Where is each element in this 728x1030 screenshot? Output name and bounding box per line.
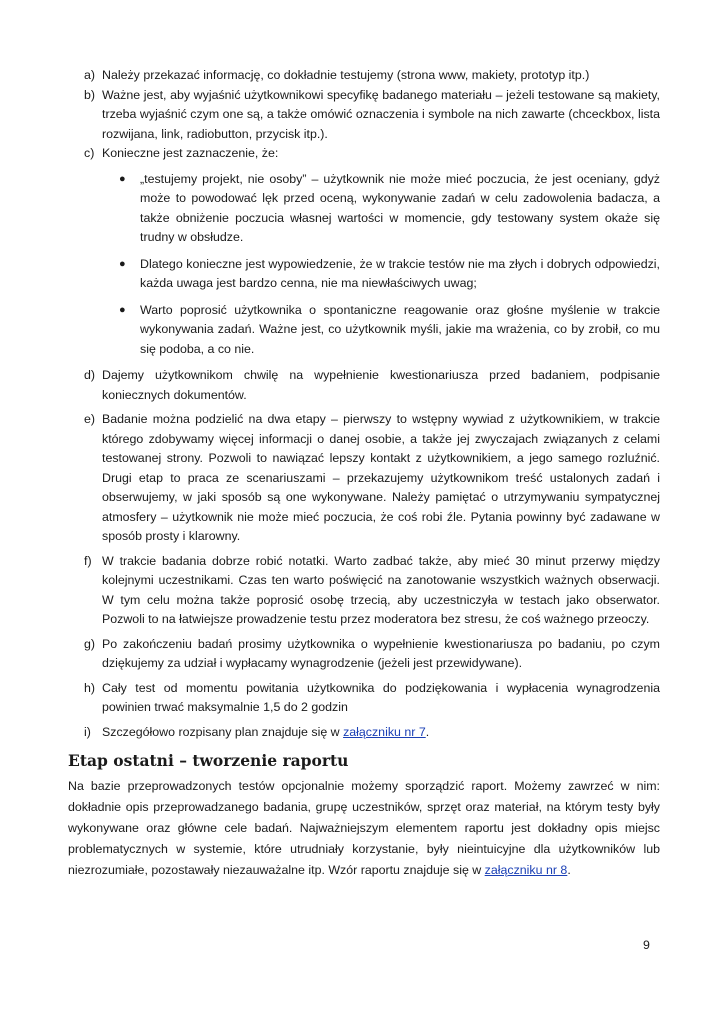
list-item-text: Konieczne jest zaznaczenie, że:	[102, 146, 279, 160]
procedure-list	[68, 66, 660, 742]
list-item	[68, 410, 660, 547]
list-item-text: Szczegółowo rozpisany plan znajduje się w	[102, 724, 344, 739]
list-item-text: Ważne jest, aby wyjaśnić użytkownikowi specyfikę badanego materiału – jeżeli testowane są makiety, trzeba wyjaśnić czym one są, a także omówić oznaczenia i symbole na nich zawarte (chceckbox, lista rozwijana, link, radiobutton, przycisk itp.).	[102, 87, 660, 141]
bullet-item	[102, 170, 660, 248]
list-item	[68, 635, 660, 674]
paragraph-text: Na bazie przeprowadzonych testów opcjonalnie możemy sporządzić raport. Możemy zawrzeć w nim: dokładnie opis przeprowadzanego badania, grupę uczestników, sprzęt oraz materiał, na którym testy były wykonywane oraz główne cele badań. Najważniejszym elementem raportu jest dokładny opis miejsc problematycznych w systemie, które utrudniały korzystanie, były nieintuicyjne dla użytkowników lub niezrozumiałe, pozostawały niezauważalne itp. Wzór raportu znajduje się w	[68, 779, 660, 877]
section-heading: Etap ostatni – tworzenie raportu	[68, 751, 349, 770]
list-item	[68, 66, 660, 86]
list-item-text: Należy przekazać informację, co dokładnie testujemy (strona www, makiety, prototyp itp.)	[102, 68, 590, 82]
list-item-text: Dajemy użytkownikom chwilę na wypełnienie kwestionariusza przed badaniem, podpisanie koniecznych dokumentów.	[102, 368, 660, 402]
list-item-text: Cały test od momentu powitania użytkownika do podziękowania i wypłacenia wynagrodzenia powinien trwać maksymalnie 1,5 do 2 godzin	[102, 680, 660, 714]
bullet-icon: ●	[119, 257, 126, 270]
list-marker: a)	[84, 68, 96, 82]
list-marker: h)	[84, 680, 96, 695]
bullet-text: „testujemy projekt, nie osoby” – użytkownik nie może mieć poczucia, że jest oceniany, gdyż może to powodować lęk przed oceną, wykonywanie zadań w celu zadowolenia badacza, a także obniżenie poczucia własnej wartości w momencie, gdy testowany system okaże się trudny w obsłudze.	[140, 171, 660, 244]
list-marker: d)	[84, 368, 96, 382]
list-marker: e)	[84, 412, 96, 426]
list-item	[68, 723, 660, 743]
list-item-text: W trakcie badania dobrze robić notatki. Warto zadbać także, aby mieć 30 minut przerwy między kolejnymi uczestnikami. Czas ten warto poświęcić na zanotowanie wszystkich ważnych obserwacji. W tym celu można także poprosić osobę trzecią, aby uczestniczyła w testach jako obserwator. Pozwoli to na łatwiejsze prowadzenie testu przez moderatora bez stresu, że coś ważnego przeoczy.	[102, 553, 660, 626]
list-item	[68, 86, 660, 145]
bullet-icon: ●	[119, 172, 126, 185]
attachment-8-link[interactable]: załączniku nr 8	[484, 863, 568, 877]
list-marker: c)	[84, 146, 95, 160]
list-item	[68, 552, 660, 630]
bullet-item	[102, 301, 660, 360]
list-marker: b)	[84, 87, 96, 102]
bullet-icon: ●	[119, 303, 126, 316]
list-marker: i)	[84, 724, 91, 739]
list-item-text: Badanie można podzielić na dwa etapy – pierwszy to wstępny wywiad z użytkownikiem, w trakcie którego zdobywamy więcej informacji o danej osobie, a także jej zwyczajach związanych z celami testowanej strony. Pozwoli to nawiązać lepszy kontakt z użytkownikiem, a jego samego rozluźnić. Drugi etap to praca ze scenariuszami – przekazujemy użytkownikom treść ustalonych zadań i obserwujemy, w jaki sposób są one wykonywane. Należy pamiętać o utrzymywaniu sympatycznej atmosfery – użytkownik nie może mieć poczucia, że coś robi źle. Pytania powinny być zadawane w sposób prosty i klarowny.	[102, 412, 660, 543]
paragraph-text-end: .	[567, 863, 571, 877]
list-item-text-end: .	[425, 724, 430, 739]
attachment-7-link[interactable]: załączniku nr 7	[343, 724, 426, 739]
list-item	[68, 366, 660, 405]
bullet-text: Dlatego konieczne jest wypowiedzenie, że w trakcie testów nie ma złych i dobrych odpowiedzi, każda uwaga jest bardzo cenna, nie ma niewłaściwych uwag;	[140, 256, 660, 290]
list-marker: g)	[84, 636, 96, 651]
section-paragraph	[68, 776, 660, 881]
bullet-list	[102, 170, 660, 360]
list-marker: f)	[84, 553, 92, 568]
list-item-text: Po zakończeniu badań prosimy użytkownika o wypełnienie kwestionariusza po badaniu, po czym dziękujemy za udział i wypłacamy wynagrodzenie (jeżeli jest przewidywane).	[102, 636, 660, 670]
list-item	[68, 144, 660, 359]
bullet-text: Warto poprosić użytkownika o spontaniczne reagowanie oraz głośne myślenie w trakcie wykonywania zadań. Ważne jest, co użytkownik myśli, jakie ma wrażenia, co by zrobił, co mu się podoba, a co nie.	[140, 302, 660, 356]
page-number: 9	[643, 938, 650, 952]
bullet-item	[102, 255, 660, 294]
page-content	[68, 66, 660, 881]
list-item	[68, 679, 660, 718]
